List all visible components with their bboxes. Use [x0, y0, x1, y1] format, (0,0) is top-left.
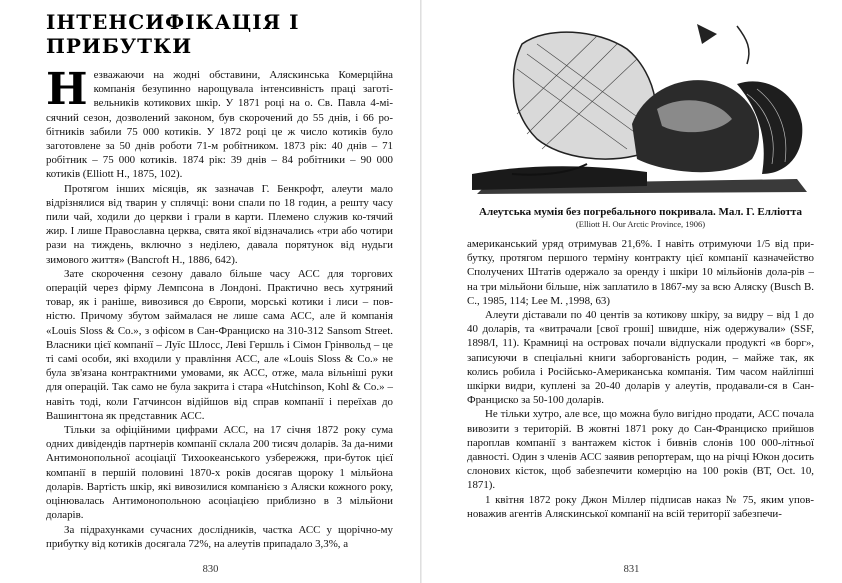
paragraph: Не тільки хутро, але все, що можна було вигідно продати, АСС почала вивозити з територій. В жовтні 1871 року до Сан-Франциско прийшов пароплав компанії з вантажем кісток і бивнів слонів 100 000-літньої давності. Один з членів АСС заявив репортерам, що на річці Юкон досить слонових кісток, щоб забезпечити комерцію на 100 років (ВТ, Oct. 10, 1871). [467, 408, 814, 492]
illustration-drawing [467, 14, 814, 196]
page-number: 831 [623, 564, 640, 575]
dropcap-letter: Н [46, 64, 88, 115]
paragraph: американський уряд отримував 21,6%. І навіть отримуючи 1/5 від при-бутку, протягом першого терміну контракту цієї компанії казначейство Сполучених Штатів одержало за оренду і шкіри 10 мільйонів дола-рів – на три мільйони більше, ніж заплатило в 1867-му за всю Аляску (Busch B. C., 1985, 114; Lee M. ,1998, 63) [467, 238, 814, 307]
paragraph [46, 64, 393, 182]
paragraph: Зате скорочення сезону давало більше часу АСС для торгових операцій через фірму Лемпсона в Лондоні. Практично весь хутряний товар, як і раніше, вивозився до Європи, морські котики і лиси – пов-ністю. Причому збутом займалася не лише сама АСС, але й компанія «Louis Sloss & Co.», з офісом в Сан-Франциско на 310-312 Sansom Street. Власники цієї компанії – Луїс Шлосс, Леві Гершль і Сімон Грінвольд – це ті самі особи, які входили у правління АСС, але «Louis Sloss & Co.» не була зв'язана контрактними умовами, як АСС, отже, мала вільніші руки для операцій. Так само не була закрита і стара «Hutchinson, Kohl & Co.» – навіть тоді, коли Гатчинсон відійшов від справ компанії і переїхав до Вашингтона як представник АСС. [46, 267, 393, 422]
paragraph: Алеути діставали по 40 центів за котикову шкіру, за видру – від 1 до 40 доларів, та «витрачали [свої гроші] швидше, ніж одержували» (SSF, 1898/I, 11). Крамниці на островах почали відпускали продукті «в борг», записуючи в спеціальні книги заборгованість родин, – майже так, як колись робила і Російсько-Американська компанія. Тим часом найліпші шкірки видри, куплені за 20-40 доларів у алеутів, продавали-ся в Сан-Франциско за 50-100 доларів. [467, 309, 814, 407]
figure-caption: Алеутська мумія без погребального покривала. Мал. Г. Елліотта [479, 206, 802, 218]
page-number: 830 [202, 564, 219, 575]
right-page [421, 0, 842, 583]
figure-source: (Elliott H. Our Arctic Province, 1906) [575, 219, 706, 229]
paragraph: За підрахунками сучасних дослідників, частка АСС у щорічно-му прибутку від котиків досягала 72%, на алеутів припадало 3,3%, а [46, 523, 393, 550]
paragraph: 1 квітня 1872 року Джон Міллер підписав наказ № 75, яким упов-новажив агентів Аляскинської компанії на всій території забезпечи- [467, 493, 814, 520]
paragraph: Тільки за офіційними цифрами АСС, на 17 січня 1872 року сума одних дивідендів партнерів компанії склала 200 тисяч доларів. За да-ними Антимонопольної асоціації Тихоокеанського узбережжя, при-буток цієї компанії в першій половині 1870-х років досягав щороку 1 мільйона доларів. Вартість шкір, які вивозилися компанією з Аляски кожного року, оцінювалась Антимонопольною асоціацією приблизно в 3 мільйони доларів. [46, 424, 393, 522]
chapter-title: ІНТЕНСИФІКАЦІЯ І ПРИБУТКИ [46, 10, 300, 58]
aleut-mummy-illustration [467, 14, 814, 196]
paragraph-text: езважаючи на жодні обставини, Аляскинська Комерційна компанія безупинно нарощувала інтенсивність праці заготі-вельників котикових шкір. У 1871 році на о. Св. Павла 4-мі-сячний сезон, дозволений законом, був скорочений до 55 днів, і 66 ро-бітників забили 75 000 котиків. У 1872 році це ж число котиків було заготовлене за 50 днів роботи 71-м робітником. 1873 рік: 40 днів – 71 робітник – 75 000 котиків. 1874 рік: 39 днів – 84 робітники – 90 000 котиків (Elliott H., 1875, 102). [46, 69, 393, 181]
paragraph: Протягом інших місяців, як зазначав Г. Бенкрофт, алеути мало відрізнялися від тварин у сплячці: вони спали по 18 годин, а решту часу пили чай, ходили до церкви і грали в карти. Племено служив ко-тячий жир. І лише Православна церква, свята якої відзначались «три або чотири рази на тиждень, включно з неділею, давала порятунок від нудьги зимового життя» (Bancroft H., 1886, 642). [46, 182, 393, 266]
